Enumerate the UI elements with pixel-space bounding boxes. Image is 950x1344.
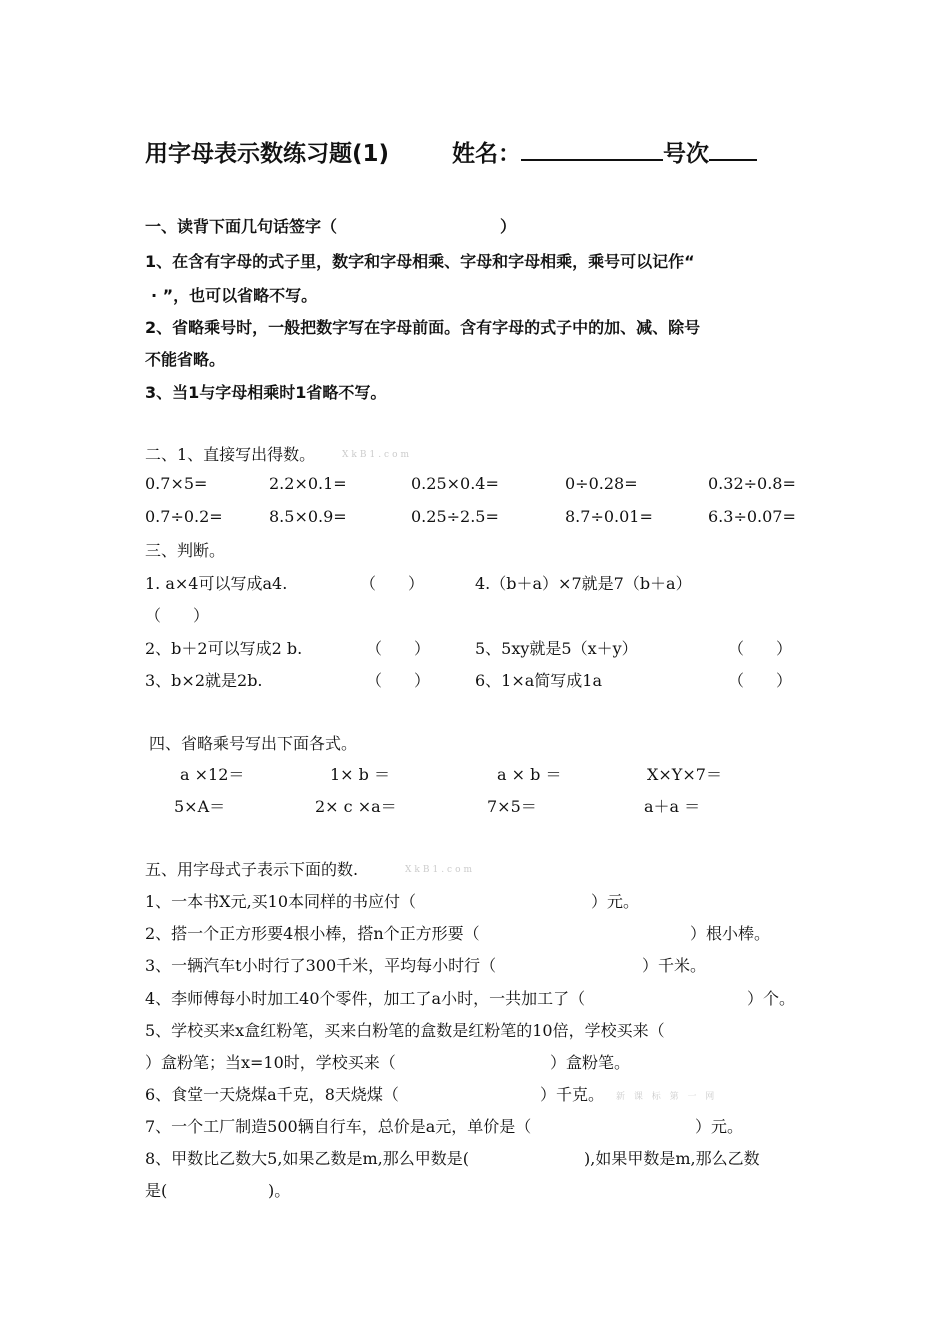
question-8-tail: )。	[268, 1181, 291, 1200]
judge-item-4: 4.（b＋a）×7就是7（b＋a）	[475, 574, 692, 593]
judge-item-5: 5、5xy就是5（x＋y）	[475, 639, 638, 658]
section1-heading	[145, 214, 337, 237]
number-blank[interactable]	[709, 137, 757, 161]
question-8-line2: 是(	[145, 1181, 168, 1200]
calc-item: 2.2×0.1=	[269, 474, 347, 493]
number-label: 号次	[663, 141, 709, 167]
question-5-tail: ）盒粉笔。	[550, 1053, 631, 1072]
expr-item: 2× c ×a＝	[315, 797, 397, 816]
name-field	[452, 135, 757, 168]
question-5-line2: ）盒粉笔；当x=10时，学校买来（	[145, 1053, 396, 1072]
question-6-tail: ）千克。	[540, 1085, 605, 1104]
question-7: 7、一个工厂制造500辆自行车，总价是a元，单价是（	[145, 1117, 532, 1136]
rule1-line2: · ”，也可以省略不写。	[151, 286, 318, 305]
calc-item: 0.25÷2.5=	[411, 507, 499, 526]
question-4-tail: ）个。	[747, 989, 796, 1008]
expr-item: X×Y×7＝	[647, 765, 722, 784]
watermark: XkB1.com	[342, 450, 413, 460]
section2-heading: 二、1、直接写出得数。	[145, 445, 316, 464]
expr-item: a ×12＝	[180, 765, 245, 784]
watermark: XkB1.com	[405, 865, 476, 875]
question-2: 2、搭一个正方形要4根小棒，搭n个正方形要（	[145, 924, 480, 943]
question-7-tail: ）元。	[695, 1117, 744, 1136]
rule2-line1: 2、省略乘号时，一般把数字写在字母前面。含有字母的式子中的加、减、除号	[145, 318, 701, 337]
section3-heading: 三、判断。	[145, 541, 226, 560]
question-4: 4、李师傅每小时加工40个零件，加工了a小时，一共加工了（	[145, 989, 586, 1008]
judge-item-1: 1. a×4可以写成a4.	[145, 574, 288, 593]
calc-item: 0.7÷0.2=	[145, 507, 223, 526]
calc-item: 0.25×0.4=	[411, 474, 499, 493]
judge-answer-5[interactable]: （ ）	[728, 639, 793, 658]
name-label: 姓名：	[452, 141, 521, 167]
question-6: 6、食堂一天烧煤a千克，8天烧煤（	[145, 1085, 399, 1104]
question-2-tail: ）根小棒。	[690, 924, 771, 943]
calc-item: 0.7×5=	[145, 474, 208, 493]
question-1: 1、一本书X元,买10本同样的书应付（	[145, 892, 417, 911]
calc-item: 8.7÷0.01=	[565, 507, 653, 526]
judge-answer-3[interactable]: （ ）	[366, 671, 431, 690]
signature-close-paren: ）	[500, 217, 517, 236]
expr-item: a＋a ＝	[644, 797, 701, 816]
question-3: 3、一辆汽车t小时行了300千米，平均每小时行（	[145, 956, 497, 975]
section1-heading-text: 一、读背下面几句话签字（	[145, 217, 338, 236]
title-text: 用字母表示数练习题(1)	[145, 141, 390, 167]
name-blank[interactable]	[521, 137, 663, 161]
question-8-mid: ),如果甲数是m,那么乙数	[584, 1149, 760, 1168]
judge-answer-4[interactable]: （ ）	[145, 606, 210, 625]
judge-item-2: 2、b＋2可以写成2 b.	[145, 639, 303, 658]
question-3-tail: ）千米。	[642, 956, 707, 975]
question-5: 5、学校买来x盒红粉笔，买来白粉笔的盒数是红粉笔的10倍，学校买来（	[145, 1021, 665, 1040]
expr-item: a × b ＝	[497, 765, 562, 784]
expr-item: 7×5＝	[487, 797, 537, 816]
expr-item: 1× b ＝	[330, 765, 391, 784]
rule3: 3、当1与字母相乘时1省略不写。	[145, 383, 387, 402]
judge-answer-2[interactable]: （ ）	[366, 639, 431, 658]
rule1-line1: 1、在含有字母的式子里，数字和字母相乘、字母和字母相乘，乘号可以记作“	[145, 252, 695, 271]
calc-item: 0÷0.28=	[565, 474, 638, 493]
judge-answer-6[interactable]: （ ）	[728, 671, 793, 690]
page-title	[145, 135, 389, 168]
calc-item: 8.5×0.9=	[269, 507, 347, 526]
calc-item: 0.32÷0.8=	[708, 474, 796, 493]
judge-answer-1[interactable]: （ ）	[360, 574, 425, 593]
watermark: 新 课 标 第 一 网	[616, 1092, 718, 1102]
judge-item-6: 6、1×a简写成1a	[475, 671, 603, 690]
section5-heading: 五、用字母式子表示下面的数.	[145, 860, 359, 879]
question-1-tail: ）元。	[591, 892, 640, 911]
calc-item: 6.3÷0.07=	[708, 507, 796, 526]
section4-heading: 四、省略乘号写出下面各式。	[149, 734, 358, 753]
rule2-line2: 不能省略。	[145, 350, 226, 369]
question-8: 8、甲数比乙数大5,如果乙数是m,那么甲数是(	[145, 1149, 469, 1168]
expr-item: 5×A＝	[174, 797, 226, 816]
judge-item-3: 3、b×2就是2b.	[145, 671, 263, 690]
